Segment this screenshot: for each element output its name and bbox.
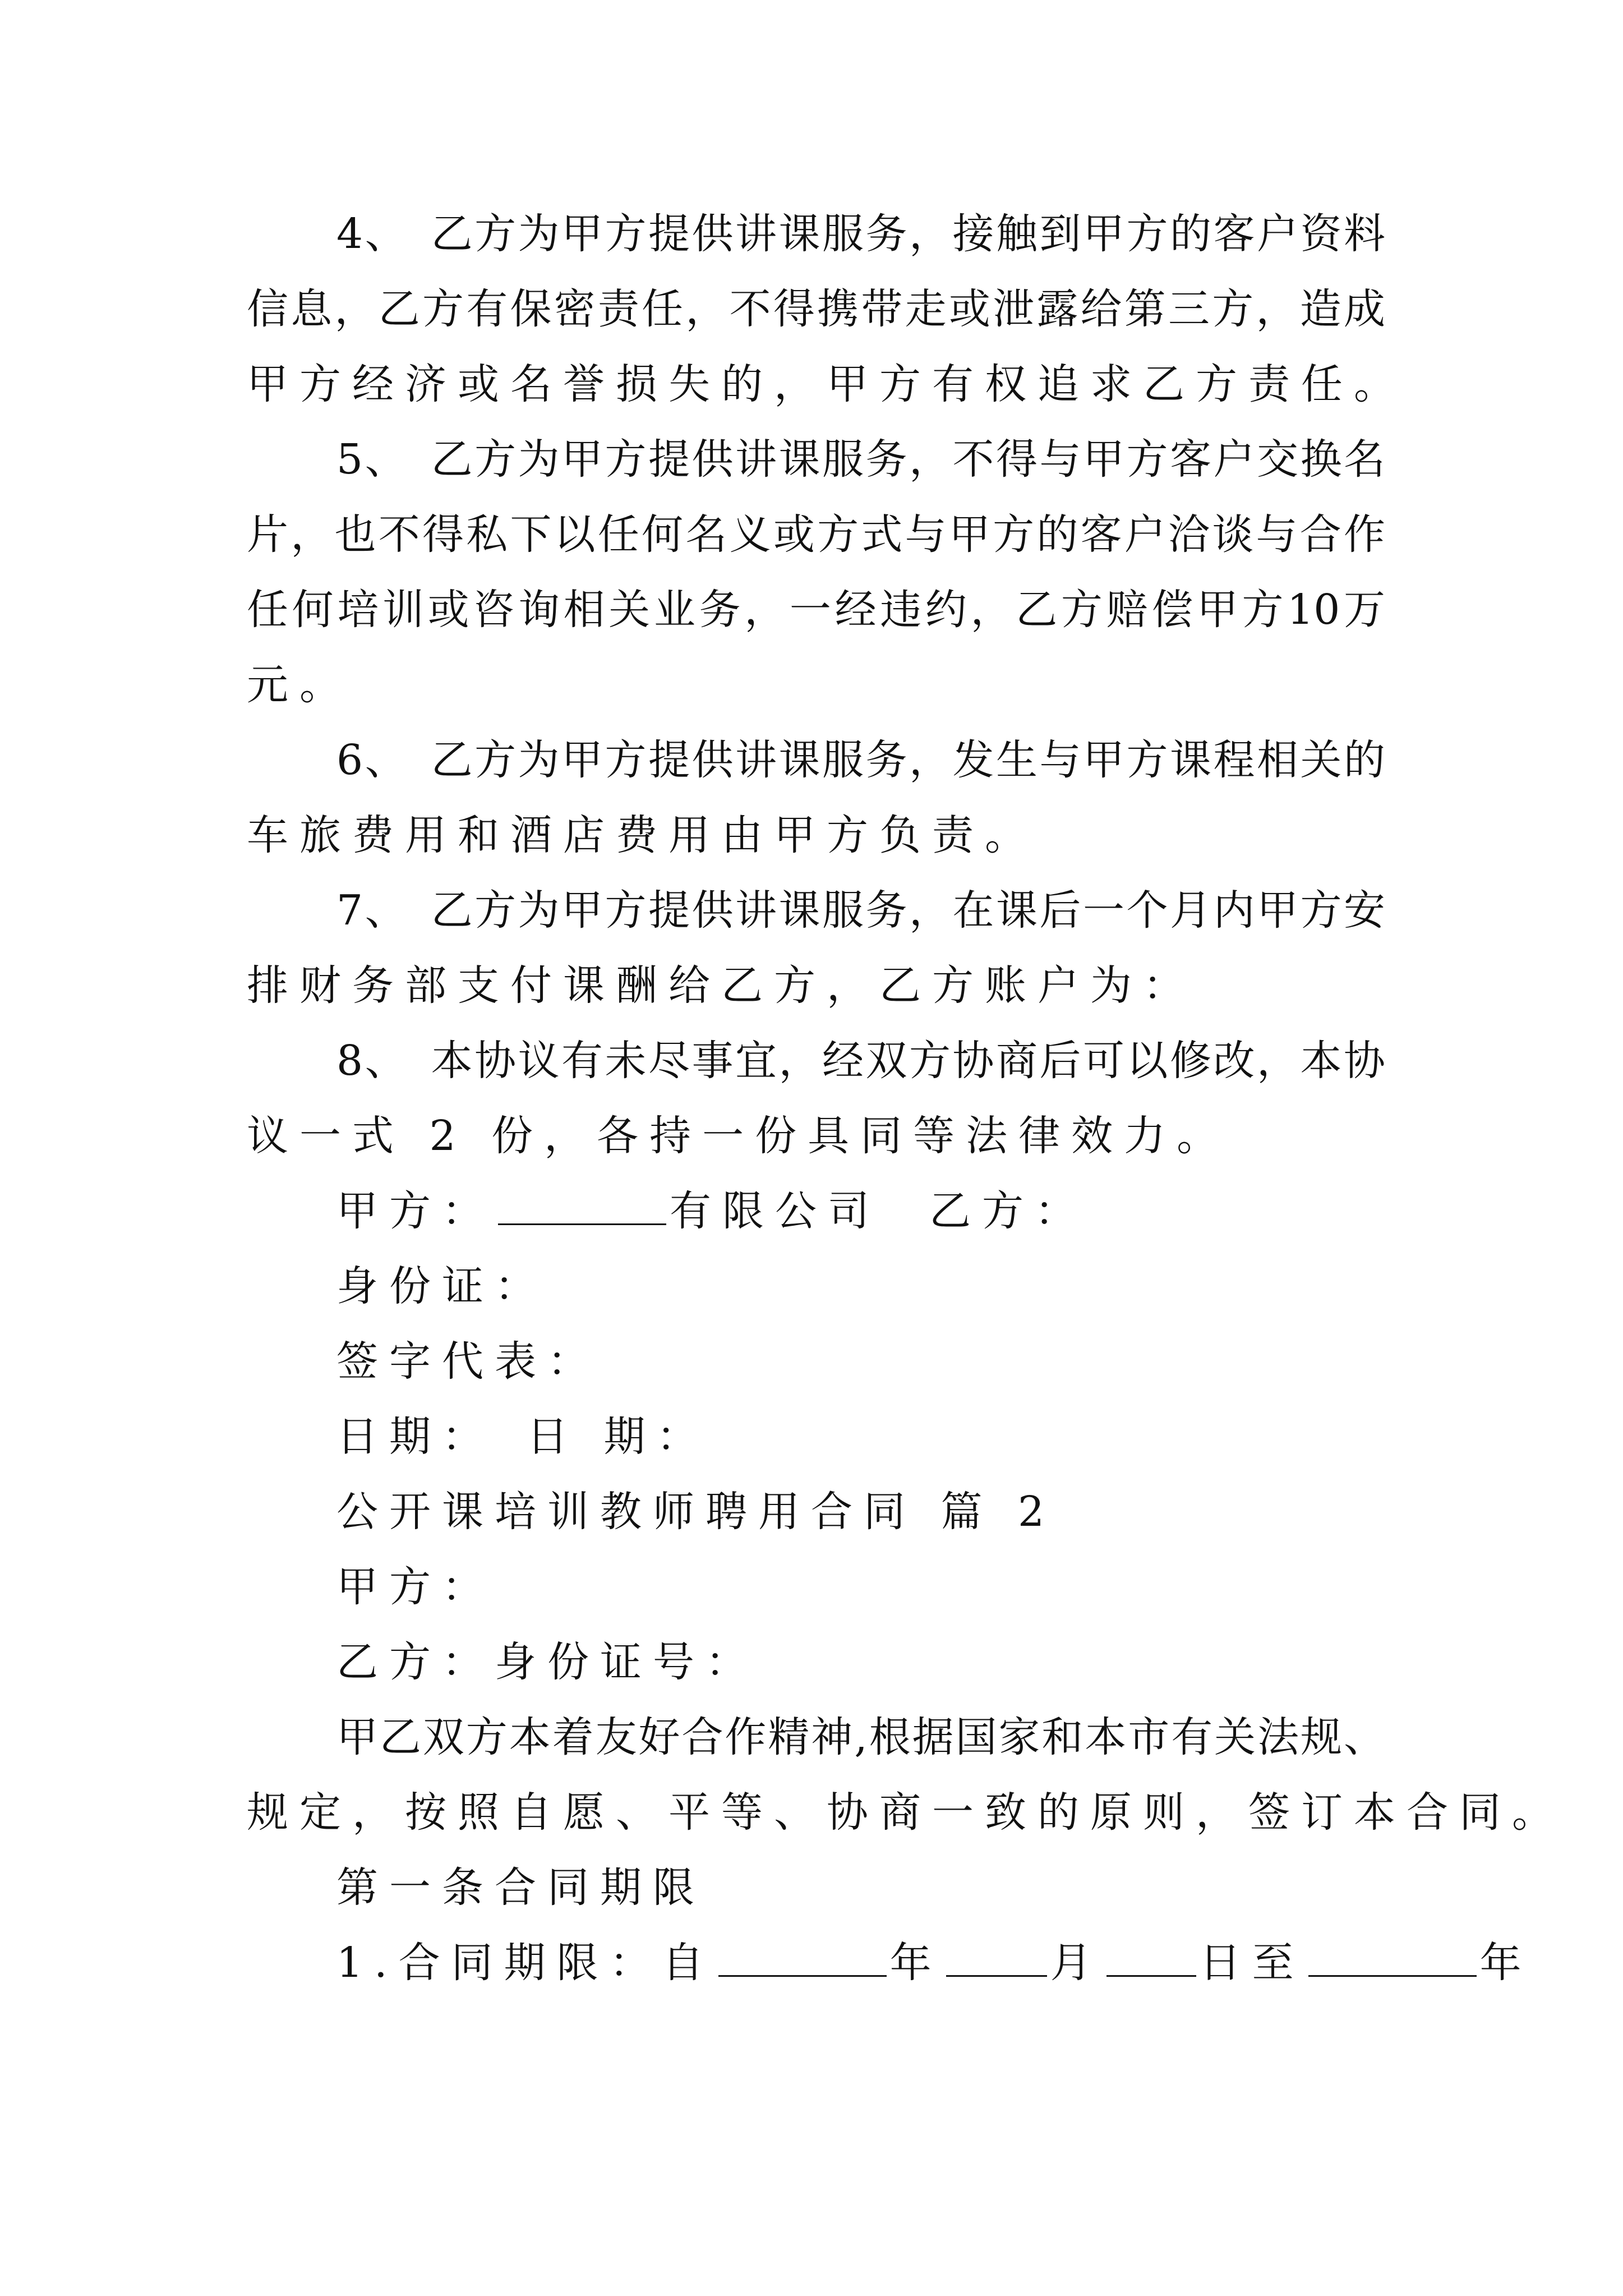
clause-4 [247,196,1407,422]
document-body [247,196,1565,2000]
clause-line: 元。 [247,661,352,709]
party-a-name-blank [498,1184,666,1225]
clause-line: 议一式 2 份，各持一份具同等法律效力。 [247,1112,1230,1160]
term-end-year-label: 年 [1479,1939,1533,1987]
date-line: 日期： 日 期： [336,1412,709,1461]
start-day-blank [1106,1936,1196,1977]
intro-line: 规定，按照自愿、平等、协商一致的原则，签订本合同。 [247,1788,1565,1837]
signature-block [247,1174,1385,1474]
clause-line: 8、 本协议有未尽事宜，经双方协商后可以修改，本协 [336,1037,1385,1085]
article-1-title: 第一条合同期限 [336,1864,706,1912]
clause-line: 4、 乙方为甲方提供讲课服务，接触到甲方的客户资料 [336,210,1385,258]
term-month-label: 月 [1050,1939,1103,1987]
clause-line: 5、 乙方为甲方提供讲课服务，不得与甲方客户交换名 [336,435,1385,484]
clause-line: 车旅费用和酒店费用由甲方负责。 [247,811,1038,859]
clause-6 [247,723,1385,873]
clause-5 [247,422,1385,723]
start-year-blank [718,1936,887,1977]
id-card-line: 身份证： [336,1262,547,1310]
clause-line: 信息，乙方有保密责任，不得携带走或泄露给第三方，造成 [247,285,1385,333]
intro-line: 甲乙双方本着友好合作精神,根据国家和本市有关法规、 [336,1713,1385,1761]
clause-line: 任何培训或咨询相关业务，一经违约，乙方赔偿甲方10万 [247,586,1385,634]
clause-line: 6、 乙方为甲方提供讲课服务，发生与甲方课程相关的 [336,736,1385,784]
contract-section-2 [247,1474,1565,2000]
start-month-blank [946,1936,1047,1977]
clause-line: 排财务部支付课酬给乙方，乙方账户为： [247,961,1196,1010]
term-day-to-label: 日至 [1199,1939,1305,1987]
clause-line: 片，也不得私下以任何名义或方式与甲方的客户洽谈与合作 [247,510,1385,559]
party-a-label: 甲方： [336,1187,495,1235]
representative-line: 签字代表： [336,1337,600,1386]
section-party-b: 乙方：身份证号： [336,1638,758,1686]
section-party-a: 甲方： [336,1563,495,1611]
term-prefix: 1.合同期限：自 [336,1939,715,1987]
clause-8 [247,1023,1385,1174]
clause-line: 7、 乙方为甲方提供讲课服务，在课后一个月内甲方安 [336,886,1385,935]
end-year-blank [1308,1936,1477,1977]
term-year-label: 年 [889,1939,943,1987]
party-b-label: 乙方： [929,1187,1088,1235]
party-a-signature-line [247,1174,1385,1249]
clause-line: 甲方经济或名誉损失的，甲方有权追求乙方责任。 [247,360,1407,408]
contract-term-line [247,1925,1533,2000]
clause-7 [247,873,1385,1023]
party-a-company-suffix: 有限公司 [670,1187,880,1235]
section-title: 公开课培训教师聘用合同 篇 2 [336,1488,1056,1536]
